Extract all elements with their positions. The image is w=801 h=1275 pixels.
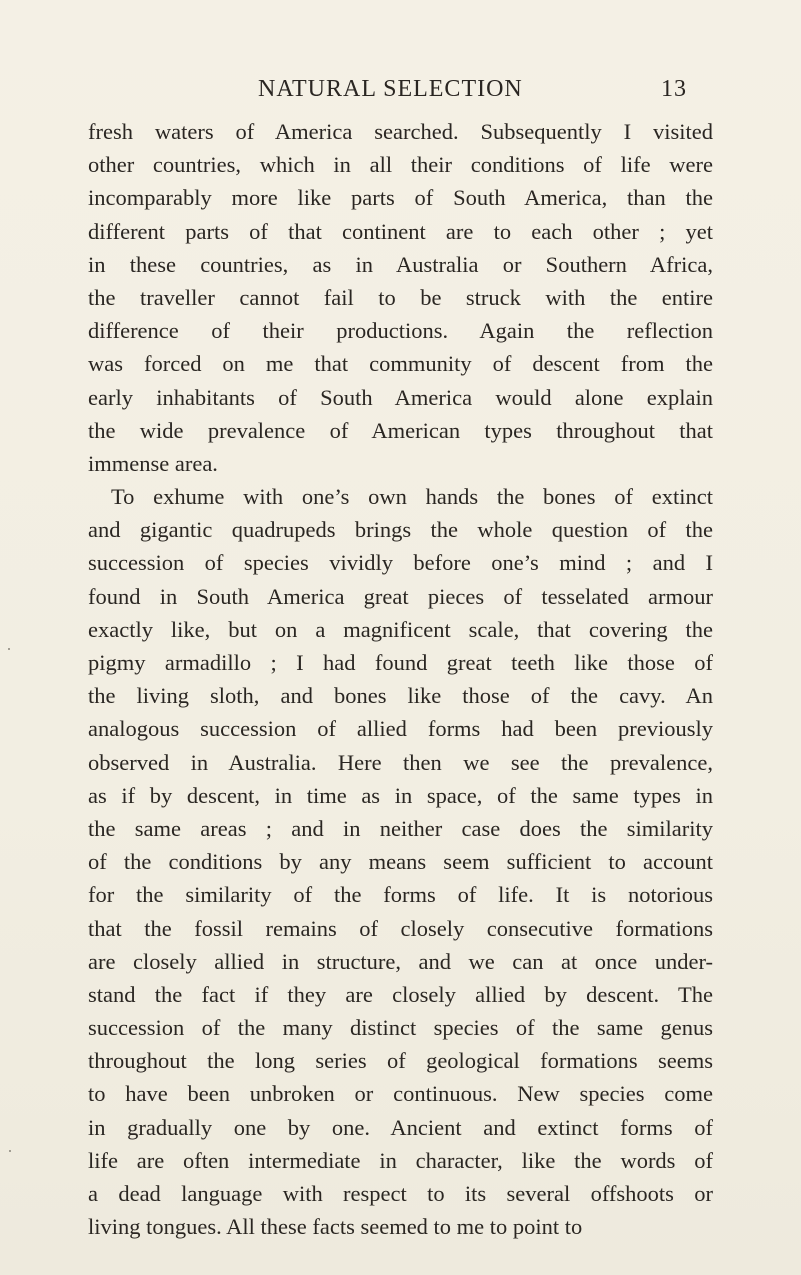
text-line: was forced on me that community of descent from the (88, 351, 713, 377)
text-line: in these countries, as in Australia or Southern Africa, (88, 251, 713, 277)
text-line: a dead language with respect to its several offshoots or (88, 1181, 713, 1206)
text-line: exactly like, but on a magnificent scale, that covering the (88, 616, 713, 642)
text-line: and gigantic quadrupeds brings the whole question of the (88, 517, 713, 543)
text-line: throughout the long series of geological formations seems (88, 1048, 713, 1074)
page-number: 13 (661, 76, 687, 102)
text-line: the same areas ; and in neither case does the similarity (88, 815, 713, 841)
text-line: difference of their productions. Again the reflection (88, 318, 713, 344)
text-line: living tongues. All these facts seemed to me to point to (88, 1214, 583, 1240)
text-line: to have been unbroken or continuous. New species come (88, 1081, 713, 1107)
text-line: incomparably more like parts of South America, than the (88, 185, 713, 211)
text-line: the wide prevalence of American types throughout that (88, 417, 713, 443)
running-title: NATURAL SELECTION (258, 76, 523, 102)
text-line: different parts of that continent are to each other ; yet (88, 218, 713, 244)
text-line: early inhabitants of South America would alone explain (88, 384, 713, 410)
text-line: as if by descent, in time as in space, of the same types in (88, 782, 713, 808)
text-line: observed in Australia. Here then we see the prevalence, (88, 749, 713, 775)
text-line: succession of species vividly before one’s mind ; and I (88, 550, 713, 576)
text-line: To exhume with one’s own hands the bones of extinct (111, 484, 713, 510)
paragraph (88, 115, 713, 480)
text-line: analogous succession of allied forms had been previously (88, 716, 713, 742)
text-line: immense area. (88, 450, 218, 476)
text-line: are closely allied in structure, and we can at once under- (88, 948, 713, 974)
text-line: for the similarity of the forms of life. It is notorious (88, 882, 713, 908)
text-line: pigmy armadillo ; I had found great teeth like those of (88, 650, 713, 675)
paragraph (88, 480, 713, 1243)
text-line: succession of the many distinct species of the same genus (88, 1015, 713, 1041)
text-line: other countries, which in all their conditions of life were (88, 152, 713, 178)
text-line: the living sloth, and bones like those of the cavy. An (88, 683, 713, 709)
paper-speck (9, 1150, 11, 1152)
text-line: found in South America great pieces of tesselated armour (88, 583, 713, 609)
text-line: stand the fact if they are closely allied by descent. The (88, 981, 713, 1007)
text-line: in gradually one by one. Ancient and extinct forms of (88, 1114, 713, 1140)
paper-speck (8, 648, 10, 650)
running-head (258, 76, 796, 106)
text-line: of the conditions by any means seem sufficient to account (88, 849, 713, 875)
body-text (88, 115, 713, 1243)
text-line: the traveller cannot fail to be struck with the entire (88, 284, 713, 310)
text-line: that the fossil remains of closely consecutive formations (88, 915, 713, 941)
text-line: life are often intermediate in character, like the words of (88, 1147, 713, 1173)
text-line: fresh waters of America searched. Subsequently I visited (88, 119, 713, 144)
